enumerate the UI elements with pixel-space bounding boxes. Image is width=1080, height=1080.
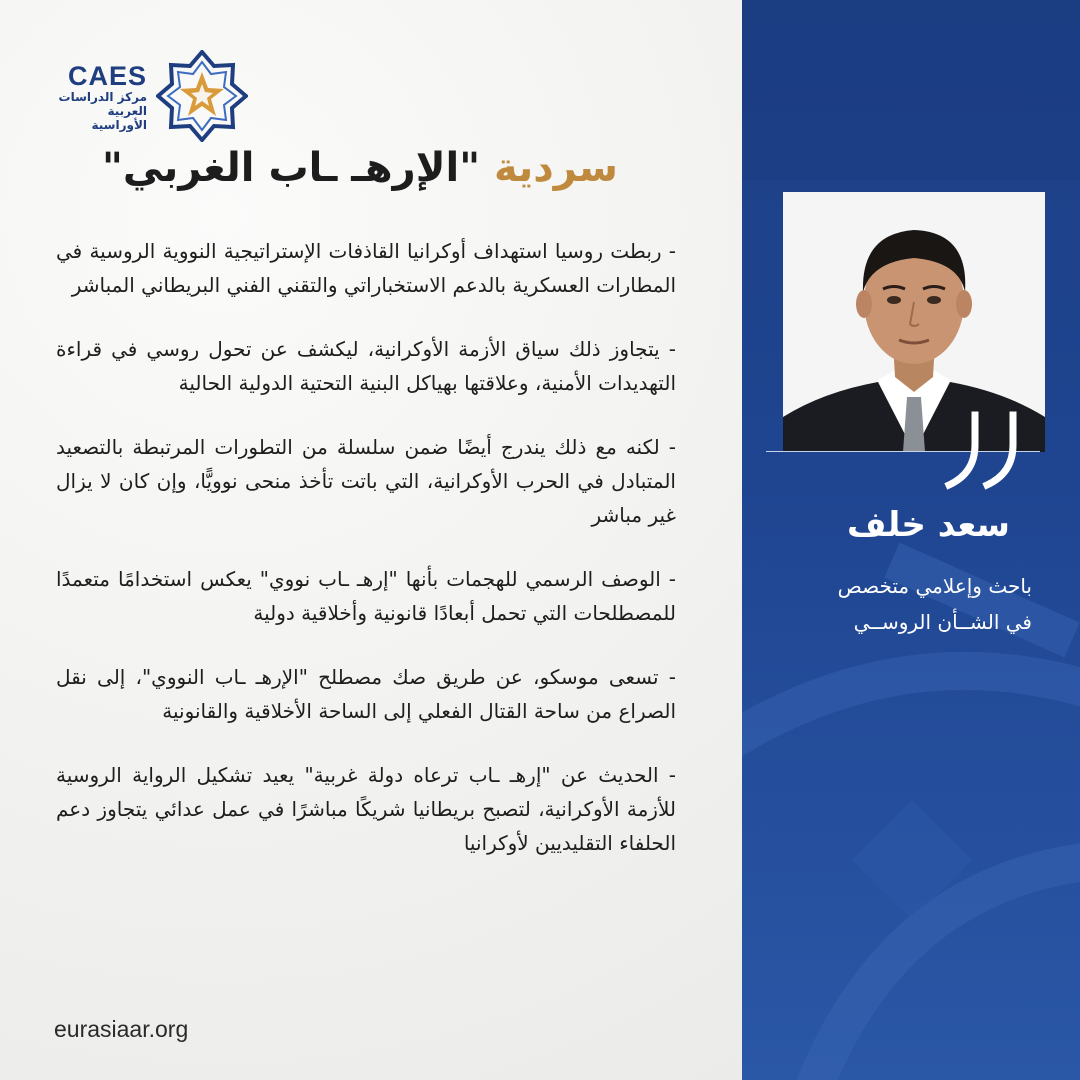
paragraph-1: - ربطت روسيا استهداف أوكرانيا القاذفات الإستراتيجية النووية الروسية في المطارات العسكرية بالدعم الاستخباراتي والتقني الفني البريطاني المباشر — [56, 239, 676, 297]
paragraph-3: - لكنه مع ذلك يندرج أيضًا ضمن سلسلة من التطورات المرتبطة بالتصعيد المتبادل في الحرب الأوكرانية، التي باتت تأخذ منحى نوويًّا، وإن كان لا يزال غير مباشر — [56, 435, 676, 527]
page-title — [60, 142, 660, 194]
title-part-1: سردية — [493, 145, 618, 191]
logo-abbr: CAES — [67, 61, 147, 91]
paragraph-2: - يتجاوز ذلك سياق الأزمة الأوكرانية، ليكشف عن تحول روسي في قراءة التهديدات الأمنية، وعلاقتها بهياكل البنية التحتية الدولية الحالية — [56, 337, 676, 395]
paragraph-4: - الوصف الرسمي للهجمات بأنها "إرهـ ـاب نووي" يعكس استخدامًا متعمدًا للمصطلحات التي تحمل أبعادًا قانونية وأخلاقية دولية — [56, 567, 676, 625]
paragraph-6: - الحديث عن "إرهـ ـاب ترعاه دولة غربية" يعيد تشكيل الرواية الروسية للأزمة الأوكرانية، لتصبح بريطانيا شريكًا مباشرًا في عمل عدائي يتجاوز دعم الحلفاء التقليديين لأوكرانيا — [56, 763, 676, 855]
website-link[interactable]: eurasiaar.org — [54, 1016, 189, 1042]
star-emblem-icon — [156, 50, 248, 142]
quote-marks-icon — [925, 405, 1025, 495]
paragraph-5: - تسعى موسكو، عن طريق صك مصطلح "الإرهـ ـاب النووي"، إلى نقل الصراع من ساحة القتال الفعلي إلى الساحة الأخلاقية والقانونية — [56, 665, 676, 723]
author-name: سعد خلف — [847, 505, 1010, 545]
logo-name-line2: العربية الأوراسية — [91, 104, 147, 132]
author-role-line2: في الشــأن الروســي — [853, 610, 1032, 634]
author-role — [760, 568, 1032, 640]
caes-logo — [52, 50, 252, 140]
article-body — [56, 234, 676, 890]
logo-text — [52, 62, 147, 132]
logo-name-line1: مركز الدراسات — [58, 90, 147, 104]
title-part-2: "الإرهـ ـاب الغربي" — [102, 145, 481, 191]
author-role-line1: باحث وإعلامي متخصص — [837, 574, 1032, 598]
